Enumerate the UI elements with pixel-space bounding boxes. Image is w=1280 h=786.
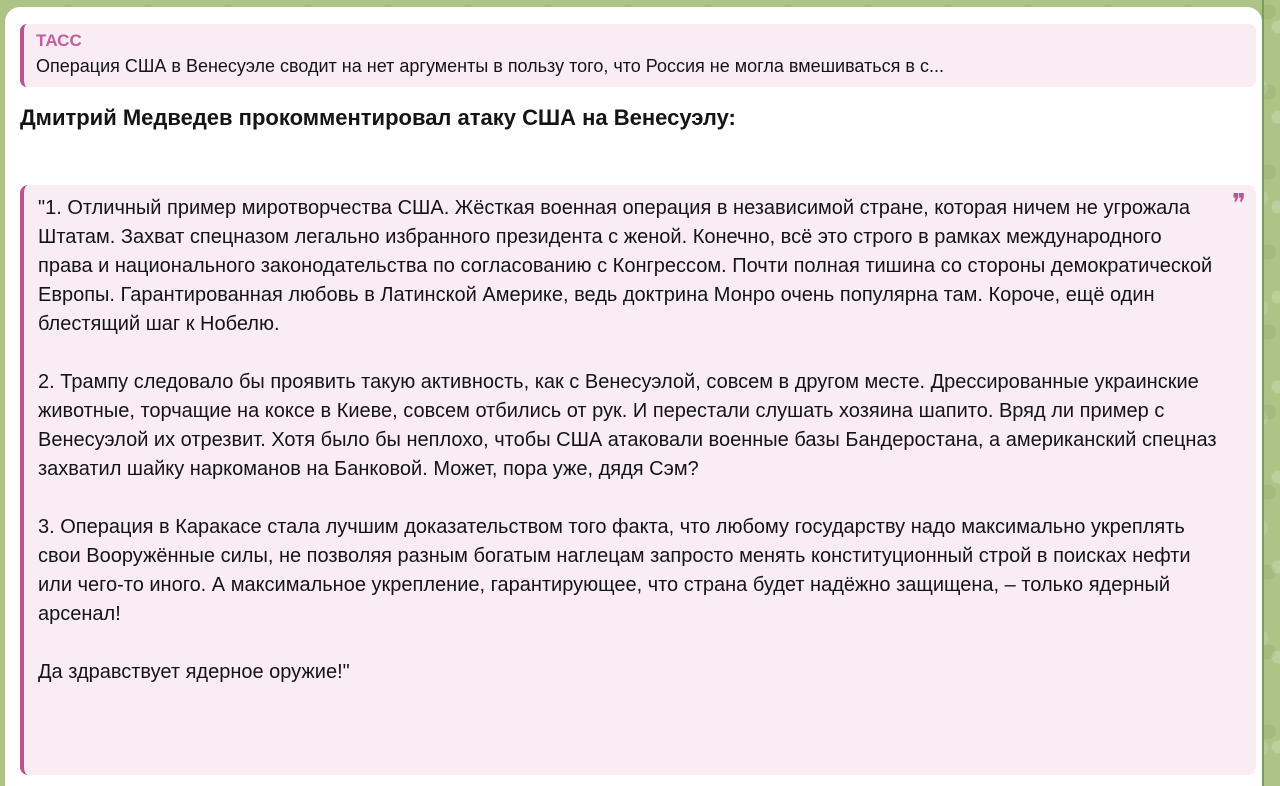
reply-snippet-text: Операция США в Венесуэле сводит на нет аргументы в пользу того, что Россия не могла вмешиваться в с...	[36, 56, 944, 76]
reply-author-name: ТАСС	[36, 31, 82, 50]
reply-quote-block[interactable]	[20, 24, 1256, 87]
quote-paragraph: 2. Трампу следовало бы проявить такую активность, как с Венесуэлой, совсем в другом месте. Дрессированные украинские животные, торчащие на коксе в Киеве, совсем отбились от рук. И перестали слушать хозяина шапито. Вряд ли пример с Венесуэлой их отрезвит. Хотя было бы неплохо, чтобы США атаковали военные базы Бандеростана, а американский спецназ захватил шайку наркоманов на Банковой. Может, пора уже, дядя Сэм?	[38, 371, 1217, 480]
message-bubble	[5, 7, 1262, 786]
quote-paragraphs	[38, 194, 1220, 687]
message-headline: Дмитрий Медведев прокомментировал атаку США на Венесуэлу:	[20, 105, 736, 130]
quote-paragraph: 3. Операция в Каракасе стала лучшим доказательством того факта, что любому государству надо максимально укреплять свои Вооружённые силы, не позволяя разным богатым наглецам запросто менять конституционный строй в поисках нефти или чего-то иного. А максимальное укрепление, гарантирующее, что страна будет надёжно защищена, – только ядерный арсенал!	[38, 516, 1191, 625]
quote-block[interactable]	[20, 185, 1256, 775]
quote-paragraph: "1. Отличный пример миротворчества США. Жёсткая военная операция в независимой стране, которая ничем не угрожала Штатам. Захват спецназом легально избранного президента с женой. Конечно, всё это строго в рамках международного права и национального законодательства по согласованию с Конгрессом. Почти полная тишина со стороны демократической Европы. Гарантированная любовь в Латинской Америке, ведь доктрина Монро очень популярна там. Короче, ещё один блестящий шаг к Нобелю.	[38, 197, 1213, 335]
quote-paragraph: Да здравствует ядерное оружие!"	[38, 661, 350, 683]
wallpaper-edge-divider	[1262, 0, 1264, 786]
quote-mark-icon: ❞	[1232, 189, 1246, 219]
